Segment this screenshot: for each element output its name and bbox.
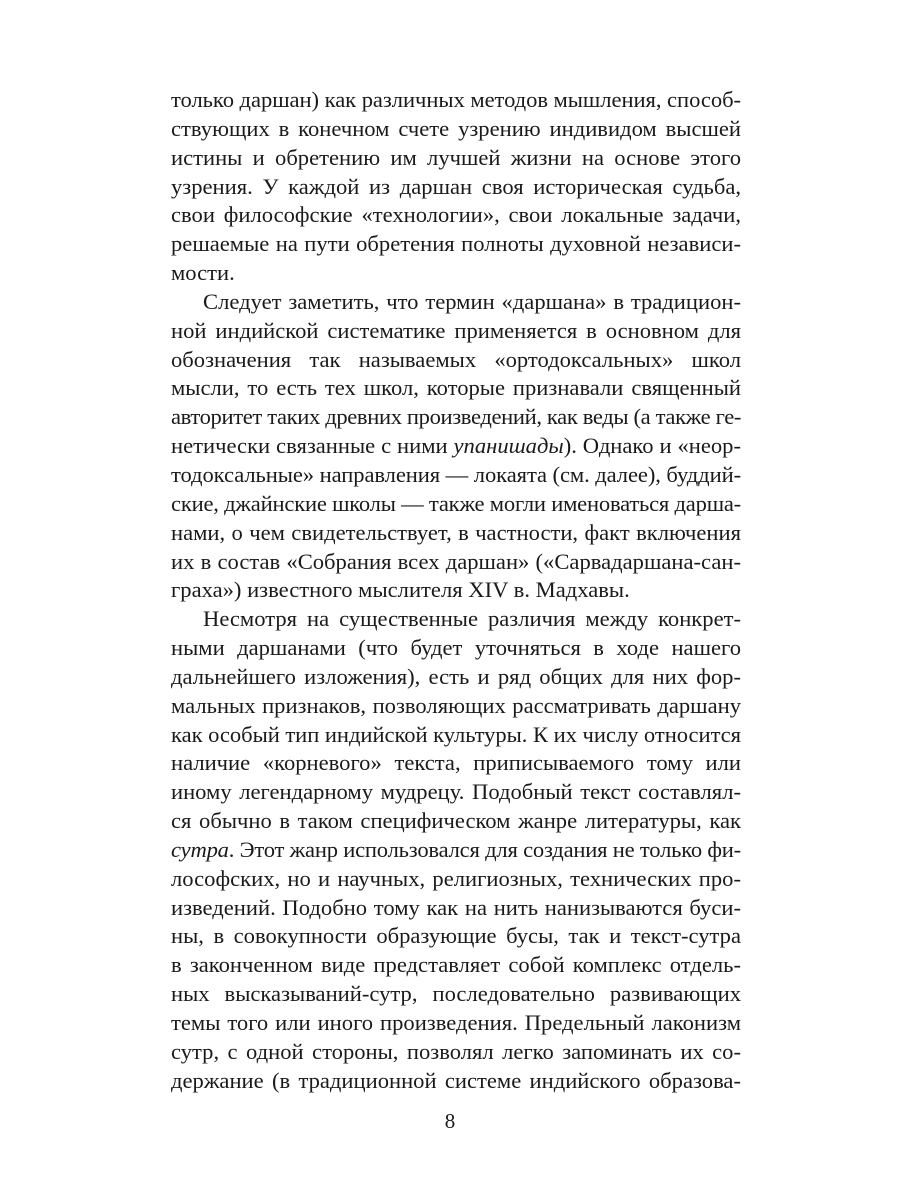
paragraph (171, 86, 741, 288)
text-segment: истины и обретению им лучшей жизни на основе этого (171, 144, 741, 170)
paragraph (171, 605, 741, 1095)
text-segment: мысли, то есть тех школ, которые признавали священный (171, 375, 741, 401)
text-segment: лософских, но и научных, религиозных, технических про- (171, 865, 741, 891)
text-segment: авторитет таких древних произведений, как веды (а также ге- (171, 404, 742, 430)
text-line (171, 201, 741, 230)
text-segment: граха») известного мыслителя XIV в. Мадхавы. (171, 577, 630, 603)
text-segment: решаемые на пути обретения полноты духовной независи- (171, 231, 741, 257)
text-line (171, 749, 741, 778)
text-line (171, 548, 741, 577)
text-segment: . Этот жанр использовался для создания не только фи- (228, 836, 741, 862)
text-segment: их в состав «Собрания всех даршан» («Сарвадаршана-сан- (171, 548, 741, 574)
text-segment: ствующих в конечном счете узрению индивидом высшей (171, 115, 741, 141)
page-number: 8 (444, 1109, 456, 1133)
text-segment: ны, в совокупности образующие бусы, так и текст-сутра (171, 923, 741, 949)
text-segment: держание (в традиционной системе индийского образова- (171, 1067, 741, 1093)
body-text (171, 86, 741, 1096)
text-segment: мальных признаков, позволяющих рассматривать даршану (171, 692, 741, 718)
text-line (171, 288, 741, 317)
text-line (171, 922, 741, 951)
text-line (171, 605, 741, 634)
text-segment: только даршан) как различных методов мышления, способ- (171, 87, 741, 112)
text-segment: иному легендарному мудрецу. Подобный текст составлял- (171, 779, 741, 805)
text-segment: ными даршанами (что будет уточняться в ходе нашего (171, 635, 741, 661)
text-line (171, 576, 741, 605)
text-segment: ся обычно в таком специфическом жанре литературы, как (171, 808, 741, 834)
text-line (171, 1067, 741, 1096)
text-line (171, 173, 741, 202)
text-segment: нетически связанные с ними (171, 433, 454, 459)
text-segment: Следует заметить, что термин «даршана» в традицион- (203, 288, 741, 314)
text-line (171, 461, 741, 490)
text-line (171, 317, 741, 346)
text-line (171, 663, 741, 692)
text-segment: узрения. У каждой из даршан своя историческая судьба, (171, 173, 741, 199)
text-line (171, 144, 741, 173)
italic-term: сутра (171, 836, 229, 862)
text-segment: тодоксальные» направления — локаята (см. далее), буддий- (171, 461, 742, 487)
text-segment: темы того или иного произведения. Предельный лаконизм (171, 1010, 741, 1035)
paragraph (171, 288, 741, 605)
text-line (171, 865, 741, 894)
text-segment: обозначения так называемых «ортодоксальных» школ (171, 346, 741, 372)
text-line (171, 230, 741, 259)
text-line (171, 836, 741, 865)
text-line (171, 86, 741, 115)
text-line (171, 259, 741, 288)
text-segment: ной индийской систематике применяется в основном для (171, 317, 741, 343)
text-segment: ские, джайнские школы — также могли именоваться дарша- (171, 490, 741, 516)
text-segment: изведений. Подобно тому как на нить нанизываются буси- (171, 894, 741, 920)
text-line (171, 346, 741, 375)
text-line (171, 1009, 741, 1038)
text-line (171, 490, 741, 519)
text-segment: как особый тип индийской культуры. К их числу относится (171, 721, 742, 747)
text-line (171, 432, 741, 461)
text-line (171, 721, 741, 750)
text-segment: нами, о чем свидетельствует, в частности, факт включения (171, 519, 741, 545)
text-segment: ных высказываний-сутр, последовательно развивающих (171, 981, 741, 1007)
text-line (171, 634, 741, 663)
text-line (171, 1038, 741, 1067)
italic-term: упанишады (453, 433, 564, 459)
text-line (171, 692, 741, 721)
text-segment: в законченном виде представляет собой комплекс отдель- (171, 952, 741, 978)
text-segment: сутр, с одной стороны, позволял легко запоминать их со- (171, 1038, 741, 1064)
text-segment: ). Однако и «неор- (563, 433, 741, 459)
text-line (171, 519, 741, 548)
text-segment: мости. (171, 260, 235, 286)
text-line (171, 807, 741, 836)
text-line (171, 115, 741, 144)
text-segment: дальнейшего изложения), есть и ряд общих для них фор- (171, 663, 741, 689)
text-line (171, 894, 741, 923)
text-segment: наличие «корневого» текста, приписываемого тому или (171, 750, 741, 776)
text-segment: Несмотря на существенные различия между конкрет- (203, 606, 741, 632)
text-segment: свои философские «технологии», свои локальные задачи, (171, 202, 741, 228)
text-line (171, 951, 741, 980)
text-line (171, 403, 741, 432)
text-line (171, 778, 741, 807)
text-line (171, 374, 741, 403)
text-line (171, 980, 741, 1009)
